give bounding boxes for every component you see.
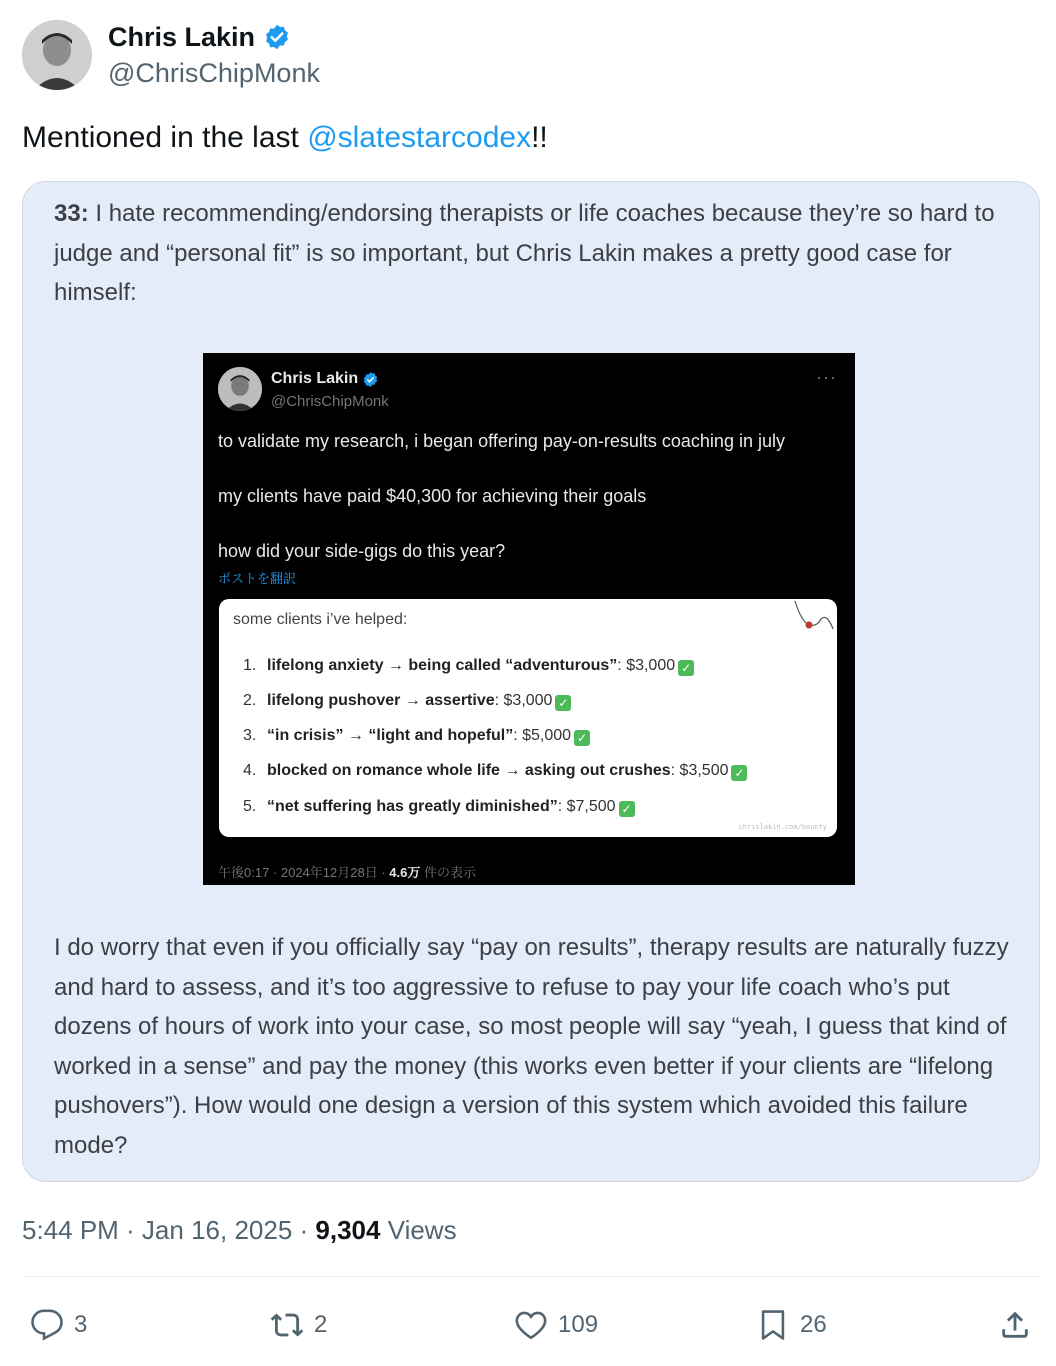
client-item-description: “net suffering has greatly diminished” [267, 798, 558, 815]
author-name-row[interactable] [108, 20, 291, 54]
quote-item-number: 33: [54, 200, 89, 227]
repost-count: 2 [314, 1311, 328, 1338]
screenshot-line-1: to validate my research, i began offering pay-on-results coaching in july [218, 431, 785, 451]
reply-button[interactable] [30, 1298, 87, 1352]
sparkline-icon [787, 599, 837, 645]
card-footer-url: chrislakin.com/bounty [738, 823, 827, 831]
screenshot-meta-time: 午後0:17 · 2024年12月28日 · [218, 865, 390, 880]
client-item-amount: : $3,000 [617, 657, 676, 674]
screenshot-avatar [218, 367, 262, 411]
client-item-description: blocked on romance whole life → asking out crushes [267, 762, 671, 779]
tweet-text [22, 118, 548, 158]
client-item-description: lifelong pushover → assertive [267, 692, 495, 709]
check-mark-icon: ✓ [678, 660, 694, 676]
reply-count: 3 [74, 1311, 88, 1338]
bookmark-count: 26 [800, 1311, 827, 1338]
views-label: Views [380, 1215, 457, 1245]
client-item [243, 657, 694, 676]
translate-post-link: ポストを翻訳 [218, 571, 297, 586]
tweet-meta [22, 1210, 457, 1250]
mention-link[interactable]: @slatestarcodex [307, 121, 532, 154]
tweet-text-prefix: Mentioned in the last [22, 121, 308, 154]
check-mark-icon: ✓ [574, 730, 590, 746]
client-item-description: lifelong anxiety → being called “adventurous” [267, 657, 618, 674]
share-icon [998, 1308, 1032, 1342]
client-item-number: 2. [243, 692, 257, 709]
screenshot-meta [218, 862, 476, 881]
author-name[interactable]: Chris Lakin [108, 22, 256, 52]
screenshot-author-name: Chris Lakin [271, 370, 359, 387]
divider [22, 1276, 1040, 1277]
like-count: 109 [558, 1311, 599, 1338]
quote-paragraph-1-text: I hate recommending/endorsing therapists or life coaches because they’re so hard to judge and “personal fit” is so important, but Chris Lakin makes a pretty good case for himself: [54, 200, 995, 306]
more-options-icon: ··· [816, 367, 837, 387]
check-mark-icon: ✓ [731, 765, 747, 781]
screenshot-author-handle: @ChrisChipMonk [271, 393, 389, 410]
client-item-number: 4. [243, 762, 257, 779]
action-bar [0, 1298, 1056, 1352]
client-item [243, 798, 635, 817]
client-item [243, 762, 747, 781]
embedded-tweet-screenshot[interactable] [203, 353, 855, 885]
screenshot-line-3: how did your side-gigs do this year? [218, 541, 506, 561]
screenshot-line-2: my clients have paid $40,300 for achieving their goals [218, 486, 647, 506]
view-count: 9,304 [315, 1215, 381, 1245]
check-mark-icon: ✓ [619, 801, 635, 817]
client-item-number: 5. [243, 798, 257, 815]
clients-card [219, 599, 837, 837]
bookmark-icon [756, 1308, 790, 1342]
reply-icon [30, 1308, 64, 1342]
client-item-number: 1. [243, 657, 257, 674]
share-button[interactable] [998, 1298, 1032, 1352]
screenshot-meta-views: 4.6万 [389, 865, 421, 880]
author-handle[interactable]: @ChrisChipMonk [108, 58, 320, 88]
quote-paragraph-2: I do worry that even if you officially say “pay on results”, therapy results are naturally fuzzy and hard to assess, and it’s too aggressive to refuse to pay your life coach who’s put dozens of hours of work into your case, so most people will say “yeah, I guess that kind of worked in a sense” and pay the money (this works even better if your clients are “lifelong pushovers”). How would one design a version of this system which avoided this failure mode? [54, 934, 1009, 1159]
client-item [243, 727, 590, 746]
client-item [243, 692, 571, 711]
client-item-amount: : $3,500 [670, 762, 729, 779]
tweet-text-suffix: !! [531, 121, 548, 154]
clients-card-title: some clients i’ve helped: [233, 611, 408, 628]
tweet-timestamp[interactable]: 5:44 PM · Jan 16, 2025 · [22, 1215, 316, 1245]
like-button[interactable] [514, 1298, 598, 1352]
repost-button[interactable] [270, 1298, 327, 1352]
client-item-amount: : $3,000 [494, 692, 553, 709]
repost-icon [270, 1308, 304, 1342]
screenshot-author-row [271, 370, 379, 388]
bookmark-button[interactable] [756, 1298, 827, 1352]
client-item-description: “in crisis” → “light and hopeful” [267, 727, 514, 744]
screenshot-verified-icon [362, 371, 379, 388]
client-item-amount: : $5,000 [513, 727, 572, 744]
client-item-number: 3. [243, 727, 257, 744]
verified-badge-icon [263, 23, 291, 51]
heart-icon [514, 1308, 548, 1342]
quote-paragraph-1 [54, 194, 1014, 313]
quoted-content-card[interactable] [22, 181, 1040, 1182]
screenshot-meta-suffix: 件の表示 [420, 865, 476, 880]
client-item-amount: : $7,500 [557, 798, 616, 815]
check-mark-icon: ✓ [555, 695, 571, 711]
author-avatar[interactable] [22, 20, 92, 90]
